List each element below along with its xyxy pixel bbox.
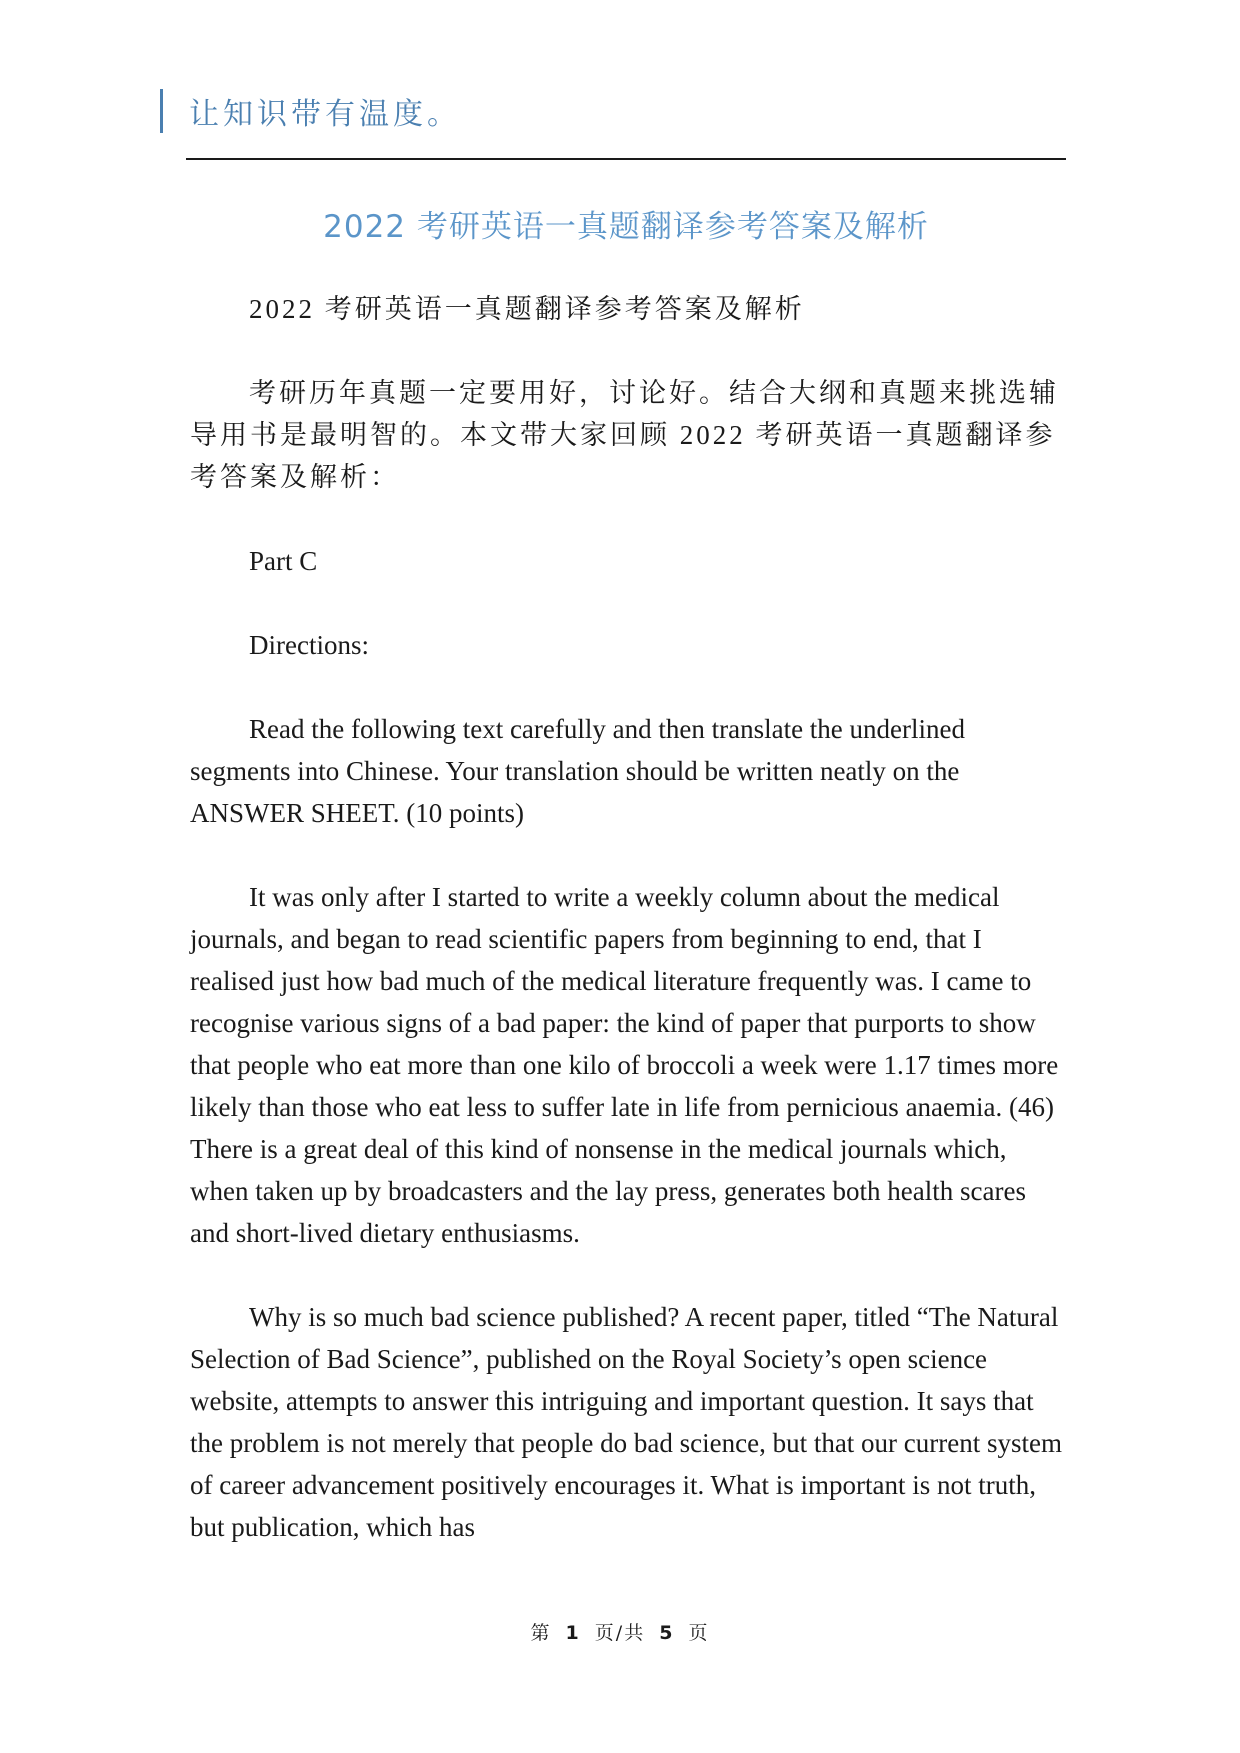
footer-middle: 页/共 [594,1622,646,1644]
paragraph-part-heading: Part C [249,546,318,576]
paragraph-passage-2: Why is so much bad science published? A recent paper, titled “The Natural Selection of Bad Science”, published on the Royal Society’s open science website, attempts to answer this intriguing and important question. It says that the problem is not merely that people do bad science, but that our current system of career advancement positively encourages it. What is important is not truth, but publication, which has [190,1302,1063,1542]
paragraph-directions-label: Directions: [249,630,369,660]
document-body [190,288,1070,1590]
footer-total-pages: 5 [659,1622,675,1644]
header-divider [186,158,1066,160]
paragraph-directions: Read the following text carefully and then translate the underlined segments into Chinese. Your translation should be written neatly on the ANSWER SHEET. (10 points) [190,714,966,828]
page-header [160,88,461,134]
paragraph-passage-1: It was only after I started to write a weekly column about the medical journals, and began to read scientific papers from beginning to end, that I realised just how bad much of the medical literature frequently was. I came to recognise various signs of a bad paper: the kind of paper that purports to show that people who eat more than one kilo of broccoli a week were 1.17 times more likely than those who eat less to suffer late in life from pernicious anaemia. (46) There is a great deal of this kind of nonsense in the medical journals which, when taken up by broadcasters and the lay press, generates both health scares and short-lived dietary enthusiasms. [190,882,1059,1248]
page-footer [0,1618,1240,1645]
header-slogan: 让知识带有温度。 [189,97,461,132]
footer-prefix: 第 [530,1622,552,1644]
footer-current-page: 1 [565,1622,581,1644]
paragraph-subtitle: 2022 考研英语一真题翻译参考答案及解析 [249,294,805,324]
footer-suffix: 页 [688,1622,710,1644]
document-title: 2022 考研英语一真题翻译参考答案及解析 [323,209,929,245]
paragraph-intro: 考研历年真题一定要用好，讨论好。结合大纲和真题来挑选辅导用书是最明智的。本文带大家回顾 2022 考研英语一真题翻译参考答案及解析： [190,378,1059,492]
header-accent-bar [160,89,163,133]
